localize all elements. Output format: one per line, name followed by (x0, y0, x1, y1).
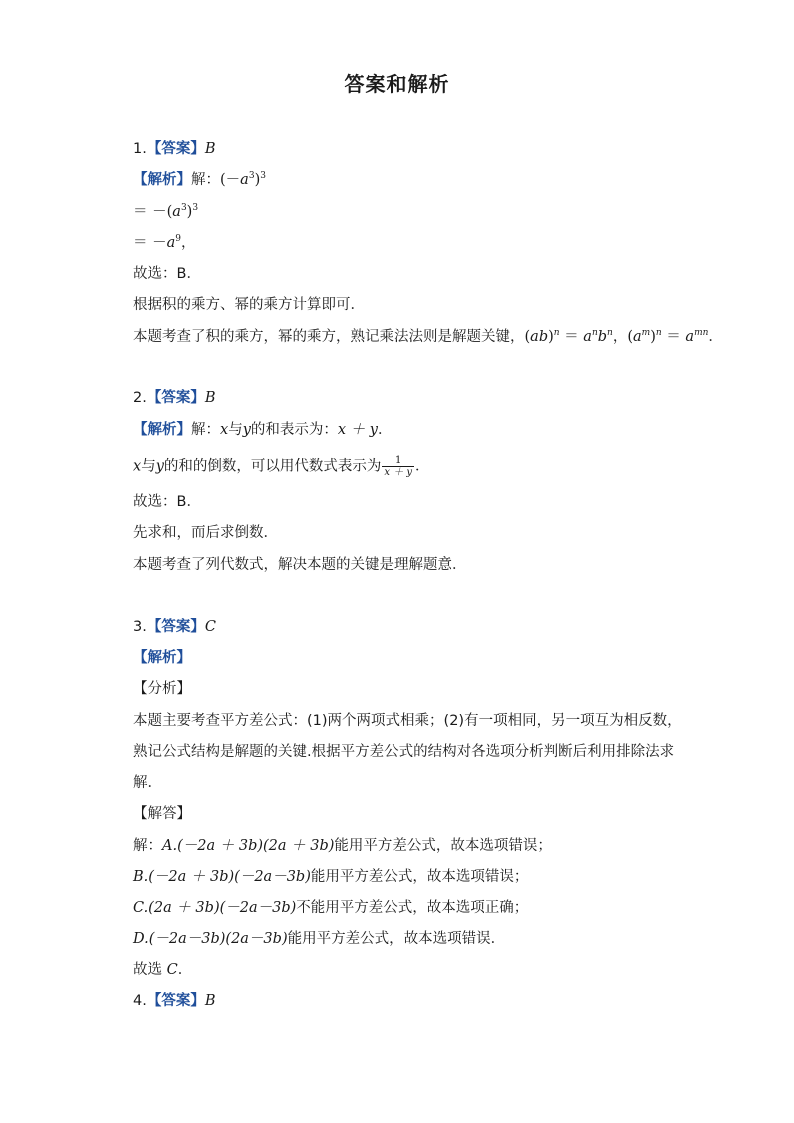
q1-answer-line (133, 139, 216, 159)
q2-summary: 本题考查了列代数式，解决本题的关键是理解题意． (133, 557, 467, 573)
q2-line1-x: x (220, 422, 229, 438)
q3-opt-b-letter: B (133, 869, 144, 885)
q2-line1-a: 解： (191, 422, 220, 438)
q3-opt-a-expr: .(－2a ＋ 3b)(2a ＋ 3b) (172, 838, 335, 854)
q1-step1 (133, 202, 198, 222)
q2-frac-num: 1 (382, 455, 414, 467)
q3-fenxi-1: 本题主要考查平方差公式：(1)两个两项式相乘；(2)有一项相同，另一项互为相反数， (133, 713, 682, 729)
q3-opt-c-text: 不能用平方差公式，故本选项正确； (296, 900, 529, 916)
q2-method: 先求和，而后求倒数． (133, 525, 278, 541)
q2-answer: B (204, 390, 216, 406)
q3-opt-a-letter: A (162, 838, 173, 854)
q3-fenxi-3: 解． (133, 775, 162, 791)
q2-analysis-tag: 【解析】 (133, 422, 191, 438)
q1-analysis-line (133, 170, 266, 190)
q2-line1-b: 的和表示为： (250, 422, 338, 438)
q1-summary-line (133, 327, 723, 347)
q3-opt-c-expr: .(2a ＋ 3b)(－2a－3b) (143, 900, 297, 916)
q1-step2-tail: ， (181, 235, 196, 251)
q2-line2 (133, 455, 430, 478)
q3-choose-end: ． (177, 962, 193, 978)
q3-option-b (133, 867, 528, 887)
q1-formula: $(ab)^n = a^nb^n$，$(a^m)^n = a^{mn}$． (524, 328, 723, 345)
q3-answer: C (204, 619, 216, 635)
q1-choose: 故选：B． (133, 266, 201, 282)
q1-jie: 解： (191, 172, 220, 188)
q2-answer-line (133, 388, 216, 408)
q1-step2 (133, 233, 196, 253)
q3-opt-b-text: 能用平方差公式，故本选项错误； (310, 869, 529, 885)
q1-step1-expr: $-(a^3)^3$ (147, 203, 199, 220)
q3-opt-c-letter: C (133, 900, 144, 916)
q4-answer: B (204, 993, 216, 1009)
q3-choose-letter: C (166, 962, 178, 978)
page-title: 答案和解析 (344, 72, 450, 96)
q3-choose (133, 960, 192, 980)
q3-number: 3. (133, 619, 147, 635)
q2-line1-mid: 与 (228, 422, 243, 438)
q4-answer-line (133, 991, 216, 1011)
q2-frac-den: x ＋ y (384, 467, 413, 478)
q3-opt-d-expr: .(－2a－3b)(2a－3b) (144, 931, 288, 947)
q3-opt-a-text: 能用平方差公式，故本选项错误； (334, 838, 552, 854)
q3-choose-a: 故选 (133, 962, 167, 978)
q1-step2-eq: ＝ (133, 235, 148, 251)
q1-step2-expr: $-a^9$ (147, 234, 181, 251)
q3-fenxi-2: 熟记公式结构是解题的关键.根据平方差公式的结构对各选项分析判断后利用排除法求 (133, 744, 675, 760)
q1-answer-tag: 【答案】 (146, 141, 205, 157)
q3-opt-b-expr: .(－2a ＋ 3b)(－2a－3b) (143, 869, 311, 885)
q2-line2-mid: 与 (141, 458, 156, 475)
q4-number: 4. (133, 993, 147, 1009)
q3-option-c (133, 898, 528, 918)
q1-summary: 本题考查了积的乘方，幂的乘方，熟记乘法法则是解题关键， (133, 329, 525, 345)
q2-line2-x: x (133, 458, 142, 475)
q2-number: 2. (133, 390, 147, 406)
q2-line2-y: y (155, 458, 164, 475)
q3-analysis-tag: 【解析】 (133, 650, 191, 666)
q1-answer: B (204, 141, 216, 157)
q3-option-d (133, 929, 505, 949)
q2-line2-end: ． (415, 458, 430, 475)
q3-jie: 解： (133, 838, 162, 854)
q3-jieda-tag: 【解答】 (133, 806, 191, 822)
q2-line1-expr: x ＋ y (337, 422, 378, 438)
q3-opt-d-text: 能用平方差公式，故本选项错误． (287, 931, 506, 947)
q2-analysis-line (133, 420, 392, 440)
q3-option-a (133, 836, 552, 856)
q2-line1-y: y (242, 422, 251, 438)
q2-fraction (382, 455, 414, 478)
q3-answer-tag: 【答案】 (146, 619, 205, 635)
q3-answer-line (133, 617, 216, 637)
q1-method: 根据积的乘方、幂的乘方计算即可． (133, 297, 365, 313)
q1-expr-start: $(-a^3)^3$ (220, 171, 266, 188)
q2-line1-end: ． (377, 422, 393, 438)
q2-choose: 故选：B． (133, 494, 201, 510)
q2-line2-b: 的和的倒数，可以用代数式表示为 (163, 458, 382, 475)
q4-answer-tag: 【答案】 (146, 993, 205, 1009)
q2-answer-tag: 【答案】 (146, 390, 205, 406)
q1-analysis-tag: 【解析】 (133, 172, 191, 188)
q1-step1-eq: ＝ (133, 204, 148, 220)
q3-fenxi-tag: 【分析】 (133, 681, 191, 697)
q3-opt-d-letter: D (133, 931, 145, 947)
q1-number: 1. (133, 141, 147, 157)
